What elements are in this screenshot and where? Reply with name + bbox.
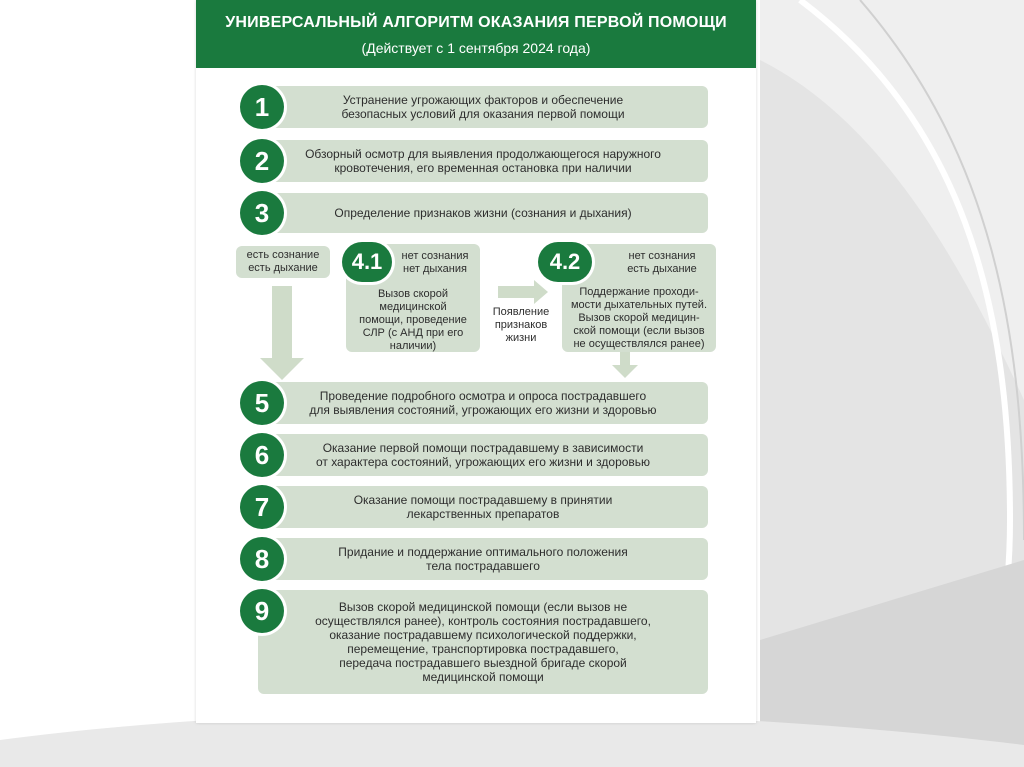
branch-4-2-line-2: мости дыхательных путей. [570, 299, 708, 311]
branch-conscious-line-2: есть дыхание [248, 262, 318, 274]
branch-4-1-cond-1: нет сознания [401, 250, 469, 262]
branch-4-2-cond-1: нет сознания [628, 250, 696, 262]
branch-4-2-badge: 4.2 [538, 242, 592, 282]
step-7-line-1: Оказание помощи пострадавшему в принятии [353, 493, 613, 507]
arrow-down-4-2 [612, 350, 638, 378]
step-5-line-1: Проведение подробного осмотра и опроса пострадавшего [319, 389, 647, 403]
step-9-number: 9 [240, 589, 284, 633]
step-2-number: 2 [240, 139, 284, 183]
step-9-line-5: передача пострадавшего выездной бригаде скорой [339, 656, 627, 670]
step-9-line-3: оказание пострадавшему психологической поддержки, [329, 628, 637, 642]
step-1-number: 1 [240, 85, 284, 129]
branch-4-1-badge: 4.1 [342, 242, 392, 282]
branch-conscious-line-1: есть сознание [246, 249, 320, 261]
step-9-line-6: медицинской помощи [422, 670, 544, 684]
branch-4-2-line-4: ской помощи (если вызов [573, 325, 705, 337]
step-8-line-2: тела пострадавшего [426, 559, 540, 573]
transition-line-1: Появление [492, 306, 550, 318]
step-2-line-2: кровотечения, его временная остановка при наличии [334, 161, 632, 175]
step-9-line-4: перемещение, транспортировка пострадавшего, [347, 642, 619, 656]
transition-label [486, 306, 556, 345]
step-7-box [258, 486, 708, 528]
step-5-line-2: для выявления состояний, угрожающих его жизни и здоровью [309, 403, 657, 417]
step-9-line-1: Вызов скорой медицинской помощи (если вызов не [338, 600, 628, 614]
step-1-line-2: безопасных условий для оказания первой помощи [341, 107, 625, 121]
step-6-box [258, 434, 708, 476]
branch-4-2-line-1: Поддержание проходи- [579, 286, 699, 298]
step-7-line-2: лекарственных препаратов [406, 507, 560, 521]
branch-4-2-line-5: не осуществлялся ранее) [573, 338, 705, 350]
branch-4-1-line-4: СЛР (с АНД при его [362, 327, 464, 339]
step-3-box [258, 193, 708, 233]
step-2-line-1: Обзорный осмотр для выявления продолжающегося наружного [305, 147, 661, 161]
branch-4-1-line-2: медицинской [379, 301, 447, 313]
first-aid-poster [196, 0, 756, 723]
arrow-right-transition [498, 280, 548, 304]
poster-subtitle: (Действует с 1 сентября 2024 года) [361, 40, 591, 56]
branch-4-1-cond-2: нет дыхания [403, 263, 467, 275]
poster-title: УНИВЕРСАЛЬНЫЙ АЛГОРИТМ ОКАЗАНИЯ ПЕРВОЙ ПОМОЩИ [225, 14, 727, 31]
branch-conscious-box [236, 246, 330, 278]
branch-4-2-line-3: Вызов скорой медицин- [578, 312, 700, 324]
step-6-line-2: от характера состояний, угрожающих его жизни и здоровью [315, 455, 651, 469]
transition-line-3: жизни [505, 332, 537, 344]
step-5-number: 5 [240, 381, 284, 425]
step-8-number: 8 [240, 537, 284, 581]
step-5-box [258, 382, 708, 424]
step-9-line-2: осуществлялся ранее), контроль состояния пострадавшего, [315, 614, 651, 628]
branch-4-1-line-1: Вызов скорой [377, 288, 449, 300]
step-1-line-1: Устранение угрожающих факторов и обеспечение [342, 93, 624, 107]
transition-line-2: признаков [494, 319, 548, 331]
step-3-line-1: Определение признаков жизни (сознания и дыхания) [334, 206, 632, 220]
step-2-box [258, 140, 708, 182]
step-8-line-1: Придание и поддержание оптимального положения [338, 545, 628, 559]
branch-4-1-line-5: наличии) [389, 340, 437, 352]
step-6-number: 6 [240, 433, 284, 477]
branch-4-1-line-3: помощи, проведение [359, 314, 467, 326]
step-8-box [258, 538, 708, 580]
step-3-number: 3 [240, 191, 284, 235]
step-7-number: 7 [240, 485, 284, 529]
step-9-box [258, 590, 708, 694]
branch-4-2-cond-2: есть дыхание [627, 263, 697, 275]
step-1-box [258, 86, 708, 128]
step-6-line-1: Оказание первой помощи пострадавшему в зависимости [322, 441, 644, 455]
arrow-down-conscious [260, 286, 304, 380]
